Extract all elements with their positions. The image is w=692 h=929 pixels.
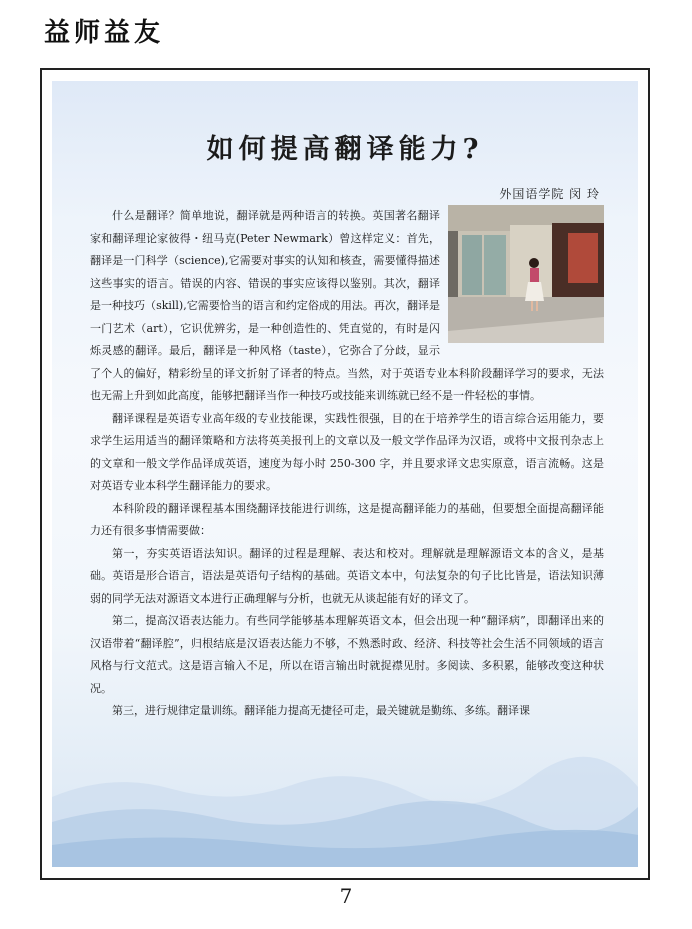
author-photo [448,205,604,343]
article-paragraph: 本科阶段的翻译课程基本围绕翻译技能进行训练，这是提高翻译能力的基础，但要想全面提高翻译能力还有很多事情需要做： [90,501,604,537]
article-paragraph: 翻译课程是英语专业高年级的专业技能课，实践性很强，目的在于培养学生的语言综合运用能力，要求学生运用适当的翻译策略和方法将英美报刊上的文章以及一般文学作品译为汉语，或将中文报刊杂志上的文章和一般文学作品译成英语，速度为每小时 250-300 字，并且要求译文忠实原意，语言流畅。这是对英语专业本科学生翻译能力的要求。 [90,411,604,492]
article-paragraph: 什么是翻译？简单地说，翻译就是两种语言的转换。英国著名翻译家和翻译理论家彼得・纽马克(Peter Newmark）曾这样定义：首先，翻译是一门科学（science),它需要对事实的认知和核查，需要懂得描述这些事实的语言。错误的内容、错误的事实应该得以鉴别。其次，翻译是一种技巧（skill),它需要恰当的语言和约定俗成的用法。再次，翻译是一门艺术（art），它识优辨劣，是一种创造性的、凭直觉的，有时是闪烁灵感的翻译。最后，翻译是一种风格（taste），它弥合了分歧，显示了个人的偏好，精彩纷呈的译文折射了译者的特点。当然，对于英语专业本科阶段翻译学习的要求，无法也无需上升到如此高度，能够把翻译当作一种技巧或技能来训练就已经不是一件轻松的事情。 [90,209,604,402]
article-paragraph: 第一，夯实英语语法知识。翻译的过程是理解、表达和校对。理解就是理解源语文本的含义，是基础。英语是形合语言，语法是英语句子结构的基础。英语文本中，句法复杂的句子比比皆是，语法知识薄弱的同学无法对源语文本进行正确理解与分析，也就无从谈起能有好的译文了。 [90,546,604,605]
article-title: 如何提高翻译能力? [206,134,484,165]
article-paragraph: 第二，提高汉语表达能力。有些同学能够基本理解英语文本，但会出现一种“翻译病”，即翻译出来的汉语带着“翻译腔”，归根结底是汉语表达能力不够，不熟悉时政、经济、科技等社会生活不同领域的语言风格与行文范式。这是语言输入不足，所以在语言输出时就捉襟见肘。多阅读、多积累，能够改变这种状况。 [90,614,604,695]
article-paragraph: 第三，进行规律定量训练。翻译能力提高无捷径可走，最关键就是勤练、多练。翻译课 [112,704,530,717]
article-background-panel [52,81,638,867]
article-body [90,205,604,723]
article-frame [40,68,650,880]
section-header-title: 益师益友 [44,18,165,48]
mountain-background-decoration [52,727,638,867]
page-number: 7 [339,884,353,908]
article-author: 外国语学院 闵 玲 [499,187,600,201]
